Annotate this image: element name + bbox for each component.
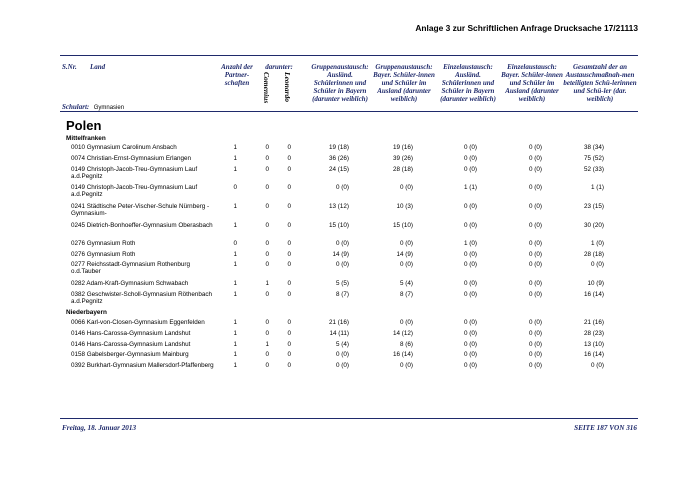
single-bavarian-value: 0 (0) <box>529 203 542 210</box>
single-foreign-value: 0 (0) <box>464 155 477 162</box>
comenius-count: 0 <box>265 362 269 369</box>
group-bavarian-value: 8 (7) <box>400 291 413 298</box>
col-header-snr: S.Nr. <box>62 63 77 71</box>
partner-count: 1 <box>233 261 237 268</box>
col-header-single-bavarian: Einzelaustausch: Bayer. Schüler-innen und Schüler im Ausland (darunter weiblich) <box>501 63 563 103</box>
footer-rule <box>60 418 638 419</box>
table-row <box>0 280 700 290</box>
comenius-count: 0 <box>265 144 269 151</box>
comenius-count: 0 <box>265 203 269 210</box>
single-bavarian-value: 0 (0) <box>529 222 542 229</box>
leonardo-count: 0 <box>287 351 291 358</box>
col-header-group-bavarian: Gruppenaustausch: Bayer. Schüler-innen und Schüler im Ausland (darunter weiblich) <box>373 63 435 103</box>
comenius-count: 0 <box>265 166 269 173</box>
single-foreign-value: 1 (1) <box>464 184 477 191</box>
single-foreign-value: 0 (0) <box>464 362 477 369</box>
region-heading: Mittelfranken <box>66 135 106 142</box>
total-value: 52 (33) <box>584 166 604 173</box>
leonardo-count: 0 <box>287 155 291 162</box>
total-value: 21 (16) <box>584 319 604 326</box>
document-reference: Anlage 3 zur Schriftlichen Anfrage Drucksache 17/21113 <box>415 23 638 33</box>
single-bavarian-value: 0 (0) <box>529 251 542 258</box>
col-header-partner: Anzahl der Partner-schaften <box>221 63 253 87</box>
single-bavarian-value: 0 (0) <box>529 280 542 287</box>
school-name: 0146 Hans-Carossa-Gymnasium Landshut <box>71 330 191 337</box>
single-foreign-value: 0 (0) <box>464 341 477 348</box>
total-value: 75 (52) <box>584 155 604 162</box>
table-row <box>0 341 700 351</box>
school-name: 0158 Gabelsberger-Gymnasium Mainburg <box>71 351 189 358</box>
col-header-group-foreign: Gruppenaustausch: Ausländ. Schülerinnen und Schüler in Bayern (darunter weiblich) <box>311 63 369 103</box>
leonardo-count: 0 <box>287 291 291 298</box>
group-bavarian-value: 39 (26) <box>393 155 413 162</box>
comenius-count: 0 <box>265 351 269 358</box>
leonardo-count: 0 <box>287 240 291 247</box>
header-bottom-rule <box>60 111 638 112</box>
comenius-count: 1 <box>265 280 269 287</box>
table-row <box>0 261 700 276</box>
col-header-land: Land <box>90 63 106 71</box>
school-name: 0241 Städtische Peter-Vischer-Schule Nürnberg - Gymnasium- <box>71 203 210 218</box>
col-header-darunter: darunter: <box>265 63 293 71</box>
partner-count: 1 <box>233 291 237 298</box>
group-bavarian-value: 14 (12) <box>393 330 413 337</box>
leonardo-count: 0 <box>287 362 291 369</box>
leonardo-count: 0 <box>287 184 291 191</box>
col-header-total: Gesamtzahl der an Austauschmaßnah-men beteiligten Schü-lerinnen und Schü-ler (dar. weiblich) <box>563 63 637 103</box>
partner-count: 1 <box>233 166 237 173</box>
table-row <box>0 319 700 329</box>
comenius-count: 0 <box>265 240 269 247</box>
comenius-count: 0 <box>265 184 269 191</box>
group-bavarian-value: 0 (0) <box>400 184 413 191</box>
school-name: 0074 Christian-Ernst-Gymnasium Erlangen <box>71 155 192 162</box>
leonardo-count: 0 <box>287 280 291 287</box>
school-name: 0149 Christoph-Jacob-Treu-Gymnasium Lauf a.d.Pegnitz <box>71 166 198 181</box>
comenius-count: 0 <box>265 330 269 337</box>
single-bavarian-value: 0 (0) <box>529 319 542 326</box>
group-foreign-value: 0 (0) <box>336 261 349 268</box>
col-header-single-foreign: Einzelaustausch: Ausländ. Schülerinnen und Schüler in Bayern (darunter weiblich) <box>440 63 496 103</box>
single-bavarian-value: 0 (0) <box>529 155 542 162</box>
school-name: 0276 Gymnasium Roth <box>71 240 136 247</box>
single-foreign-value: 0 (0) <box>464 144 477 151</box>
leonardo-count: 0 <box>287 341 291 348</box>
leonardo-count: 0 <box>287 203 291 210</box>
comenius-count: 0 <box>265 251 269 258</box>
group-foreign-value: 0 (0) <box>336 351 349 358</box>
school-name: 0010 Gymnasium Carolinum Ansbach <box>71 144 177 151</box>
region-heading: Niederbayern <box>66 309 107 316</box>
group-foreign-value: 19 (18) <box>329 144 349 151</box>
country-title: Polen <box>66 118 102 133</box>
group-foreign-value: 5 (5) <box>336 280 349 287</box>
table-row <box>0 240 700 250</box>
group-bavarian-value: 0 (0) <box>400 261 413 268</box>
leonardo-count: 0 <box>287 330 291 337</box>
school-name: 0382 Geschwister-Scholl-Gymnasium Röthenbach a.d.Pegnitz <box>71 291 213 306</box>
school-name: 0066 Karl-von-Closen-Gymnasium Eggenfelden <box>71 319 205 326</box>
school-name: 0277 Reichsstadt-Gymnasium Rothenburg o.d.Tauber <box>71 261 191 276</box>
single-bavarian-value: 0 (0) <box>529 341 542 348</box>
single-foreign-value: 0 (0) <box>464 351 477 358</box>
school-name: 0146 Hans-Carossa-Gymnasium Landshut <box>71 341 191 348</box>
school-name: 0149 Christoph-Jacob-Treu-Gymnasium Lauf a.d.Pegnitz <box>71 184 198 199</box>
total-value: 10 (9) <box>587 280 604 287</box>
partner-count: 1 <box>233 362 237 369</box>
total-value: 0 (0) <box>591 261 604 268</box>
group-bavarian-value: 0 (0) <box>400 362 413 369</box>
single-bavarian-value: 0 (0) <box>529 261 542 268</box>
single-bavarian-value: 0 (0) <box>529 240 542 247</box>
group-foreign-value: 15 (10) <box>329 222 349 229</box>
group-bavarian-value: 8 (6) <box>400 341 413 348</box>
col-header-comenius: Comenius <box>262 72 271 104</box>
group-bavarian-value: 0 (0) <box>400 319 413 326</box>
comenius-count: 0 <box>265 222 269 229</box>
partner-count: 1 <box>233 203 237 210</box>
table-row <box>0 184 700 199</box>
school-name: 0392 Burkhart-Gymnasium Mallersdorf-Pfaffenberg <box>71 362 214 369</box>
partner-count: 1 <box>233 280 237 287</box>
school-name: 0282 Adam-Kraft-Gymnasium Schwabach <box>71 280 189 287</box>
schulart-value: Gymnasien <box>93 105 125 111</box>
col-header-leonardo: Leonardo <box>283 72 292 102</box>
single-foreign-value: 0 (0) <box>464 291 477 298</box>
group-bavarian-value: 14 (9) <box>396 251 413 258</box>
header-top-rule <box>60 55 638 56</box>
total-value: 1 (1) <box>591 184 604 191</box>
partner-count: 0 <box>233 184 237 191</box>
group-bavarian-value: 5 (4) <box>400 280 413 287</box>
group-foreign-value: 14 (11) <box>329 330 349 337</box>
comenius-count: 0 <box>265 155 269 162</box>
group-foreign-value: 0 (0) <box>336 184 349 191</box>
total-value: 16 (14) <box>584 351 604 358</box>
single-foreign-value: 0 (0) <box>464 330 477 337</box>
partner-count: 1 <box>233 319 237 326</box>
schulart-label: Schulart: <box>62 103 90 111</box>
total-value: 13 (10) <box>584 341 604 348</box>
group-foreign-value: 0 (0) <box>336 362 349 369</box>
total-value: 28 (18) <box>584 251 604 258</box>
single-bavarian-value: 0 (0) <box>529 144 542 151</box>
leonardo-count: 0 <box>287 261 291 268</box>
table-row <box>0 251 700 261</box>
group-foreign-value: 0 (0) <box>336 240 349 247</box>
partner-count: 1 <box>233 341 237 348</box>
single-foreign-value: 0 (0) <box>464 319 477 326</box>
group-bavarian-value: 10 (3) <box>396 203 413 210</box>
group-bavarian-value: 0 (0) <box>400 240 413 247</box>
comenius-count: 0 <box>265 261 269 268</box>
leonardo-count: 0 <box>287 222 291 229</box>
single-bavarian-value: 0 (0) <box>529 362 542 369</box>
total-value: 28 (23) <box>584 330 604 337</box>
group-foreign-value: 13 (12) <box>329 203 349 210</box>
group-bavarian-value: 28 (18) <box>393 166 413 173</box>
table-row <box>0 166 700 181</box>
single-bavarian-value: 0 (0) <box>529 166 542 173</box>
group-foreign-value: 5 (4) <box>336 341 349 348</box>
leonardo-count: 0 <box>287 144 291 151</box>
group-foreign-value: 14 (9) <box>332 251 349 258</box>
footer-page-number: SEITE 187 VON 316 <box>574 424 637 432</box>
partner-count: 0 <box>233 240 237 247</box>
group-foreign-value: 21 (16) <box>329 319 349 326</box>
leonardo-count: 0 <box>287 166 291 173</box>
single-foreign-value: 0 (0) <box>464 251 477 258</box>
total-value: 0 (0) <box>591 362 604 369</box>
school-name: 0276 Gymnasium Roth <box>71 251 136 258</box>
group-bavarian-value: 19 (16) <box>393 144 413 151</box>
single-bavarian-value: 0 (0) <box>529 184 542 191</box>
group-foreign-value: 24 (15) <box>329 166 349 173</box>
single-foreign-value: 0 (0) <box>464 261 477 268</box>
partner-count: 1 <box>233 251 237 258</box>
table-row <box>0 203 700 218</box>
single-foreign-value: 0 (0) <box>464 280 477 287</box>
comenius-count: 0 <box>265 319 269 326</box>
group-bavarian-value: 16 (14) <box>393 351 413 358</box>
total-value: 16 (14) <box>584 291 604 298</box>
table-row <box>0 330 700 340</box>
single-bavarian-value: 0 (0) <box>529 291 542 298</box>
total-value: 1 (0) <box>591 240 604 247</box>
partner-count: 1 <box>233 155 237 162</box>
single-foreign-value: 1 (0) <box>464 240 477 247</box>
footer-date: Freitag, 18. Januar 2013 <box>62 424 137 432</box>
table-row <box>0 351 700 361</box>
school-name: 0245 Dietrich-Bonhoeffer-Gymnasium Oberasbach <box>71 222 213 229</box>
group-foreign-value: 36 (26) <box>329 155 349 162</box>
partner-count: 1 <box>233 144 237 151</box>
table-row <box>0 291 700 306</box>
table-row <box>0 155 700 165</box>
comenius-count: 0 <box>265 291 269 298</box>
single-bavarian-value: 0 (0) <box>529 351 542 358</box>
table-row <box>0 362 700 372</box>
group-foreign-value: 8 (7) <box>336 291 349 298</box>
comenius-count: 1 <box>265 341 269 348</box>
total-value: 23 (15) <box>584 203 604 210</box>
partner-count: 1 <box>233 222 237 229</box>
single-foreign-value: 0 (0) <box>464 166 477 173</box>
total-value: 38 (34) <box>584 144 604 151</box>
single-foreign-value: 0 (0) <box>464 222 477 229</box>
table-row <box>0 144 700 154</box>
group-bavarian-value: 15 (10) <box>393 222 413 229</box>
partner-count: 1 <box>233 330 237 337</box>
single-bavarian-value: 0 (0) <box>529 330 542 337</box>
table-row <box>0 222 700 232</box>
single-foreign-value: 0 (0) <box>464 203 477 210</box>
partner-count: 1 <box>233 351 237 358</box>
leonardo-count: 0 <box>287 251 291 258</box>
leonardo-count: 0 <box>287 319 291 326</box>
total-value: 30 (20) <box>584 222 604 229</box>
